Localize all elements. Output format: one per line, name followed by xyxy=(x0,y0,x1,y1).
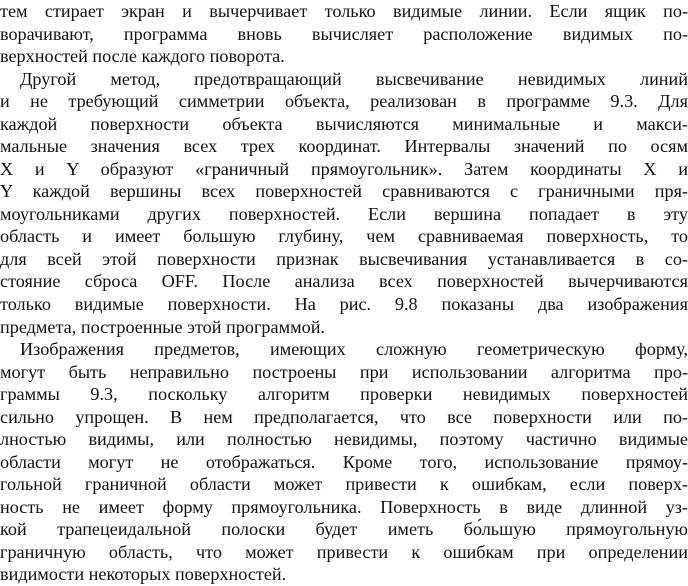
paragraph-2-line-9: для всей этой поверхности признак высвечивания устанавливается в со- xyxy=(0,248,688,269)
paragraph-1-line-3: верхностей после каждого поворота. xyxy=(0,46,285,67)
paragraph-3-line-4: сильно упрощен. В нем предполагается, что все поверхности или по- xyxy=(0,406,688,427)
paragraph-2-line-1: Другой метод, предотвращающий высвечивание невидимых линий xyxy=(20,68,688,89)
paragraph-2-line-10: стояние сброса OFF. После анализа всех поверхностей вычерчиваются xyxy=(0,271,688,292)
paragraph-3-line-9: кой трапецеидальной полоски будет иметь бо́льшую прямоугольную xyxy=(0,519,688,540)
paragraph-3-line-2: могут быть неправильно построены при использовании алгоритма про- xyxy=(0,361,688,382)
paragraph-3-line-7: гольной граничной области может привести к ошибкам, если поверх- xyxy=(0,474,688,495)
paragraph-3-line-5: лностью видимы, или полностью невидимы, поэтому частично видимые xyxy=(0,429,688,450)
paragraph-2-line-6: Y каждой вершины всех поверхностей сравниваются с граничными пря- xyxy=(0,181,688,202)
paragraph-2-line-12: предмета, построенные этой программой. xyxy=(0,316,325,337)
paragraph-2-line-11: только видимые поверхности. На рис. 9.8 показаны два изображения xyxy=(0,294,688,314)
paragraph-3-line-11: видимости некоторых поверхностей. xyxy=(0,564,287,585)
paragraph-3-line-6: области могут не отображаться. Кроме того, использование прямоу- xyxy=(0,451,688,472)
paragraph-2-line-8: область и имеет большую глубину, чем сравниваемая поверхность, то xyxy=(0,226,688,247)
paragraph-1-line-1: тем стирает экран и вычерчивает только видимые линии. Если ящик по- xyxy=(0,1,688,21)
paragraph-2-line-3: каждой поверхности объекта вычисляются минимальные и макси- xyxy=(0,113,688,134)
paragraph-3-line-8: ность не имеет форму прямоугольника. Поверхность в виде длинной уз- xyxy=(0,496,688,517)
paragraph-2-line-2: и не требующий симметрии объекта, реализован в программе 9.3. Для xyxy=(0,91,688,112)
paragraph-3-line-1: Изображения предметов, имеющих сложную геометрическую форму, xyxy=(20,339,688,360)
paragraph-3-line-10: граничную область, что может привести к ошибкам при определении xyxy=(0,541,688,562)
paragraph-3-line-3: граммы 9.3, поскольку алгоритм проверки невидимых поверхностей xyxy=(0,384,688,405)
paragraph-1-line-2: ворачивают, программа вновь вычисляет расположение видимых по- xyxy=(0,23,688,44)
paragraph-2-line-7: моугольниками других поверхностей. Если вершина попадает в эту xyxy=(0,203,688,224)
paragraph-2-line-5: X и Y образуют «граничный прямоугольник». Затем координаты X и xyxy=(0,158,688,179)
paragraph-2-line-4: мальные значения всех трех координат. Интервалы значений по осям xyxy=(0,136,688,157)
